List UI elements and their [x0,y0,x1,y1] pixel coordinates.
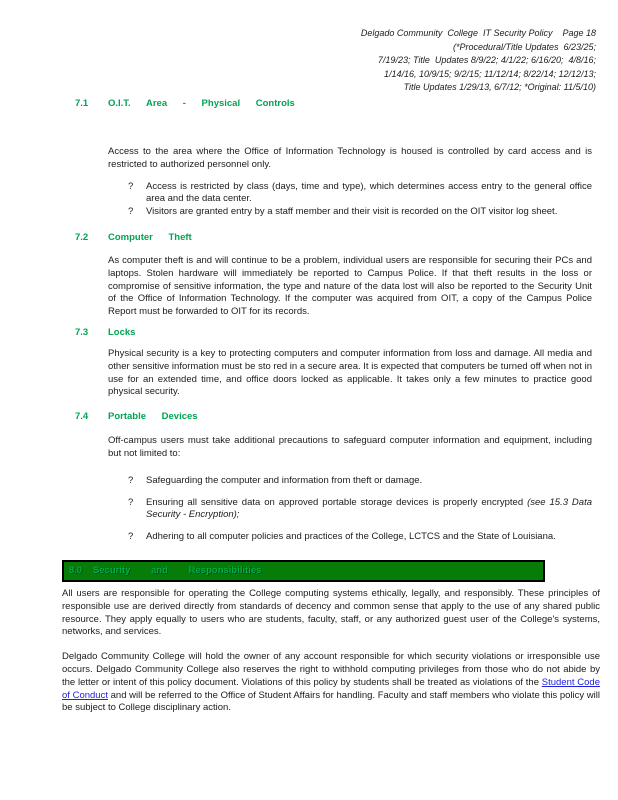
section-number: 7.2 [75,231,89,243]
list-item [128,531,592,544]
section-number: 7.4 [75,411,89,423]
bullet-marker: ? [128,180,134,192]
paragraph-text [62,651,600,715]
bullet-text: Adhering to all computer policies and practices of the College, LCTCS and the State of Louisiana. [146,531,556,543]
document-body [0,97,618,715]
section-8-0-paragraph-1 [62,588,600,639]
bullet-text-plain: Ensuring all sensitive data on approved portable storage devices is properly encrypted [146,496,528,508]
section-7-1-bullets [108,181,592,219]
bullet-text [146,497,592,523]
section-7-1-paragraph [108,146,592,172]
paragraph-text: All users are responsible for operating the College computing systems ethically, legally, and responsibly. These principles of responsible use are derived directly from standards of decency and common sense that apply to the use of any shared public resource. They apply equally to users who are students, faculty, staff, or any authorized guest user of the College's systems, networks, and services. [62,587,600,638]
paragraph-text-pre: Delgado Community College will hold the owner of any account responsible for which security violations or irresponsible use occurs. Delgado Community College also reserves the right to withhold computing privileges from those who do not abide by the letter or intent of this policy document. Violations of this policy by students shall be treated as violations of the [62,651,600,688]
section-title: Security and Responsibilities [93,564,262,576]
bullet-text: Safeguarding the computer and information from theft or damage. [146,474,423,486]
header-revision-line-3: 1/14/16, 10/9/15; 9/2/15; 11/12/14; 8/22/14; 12/12/13; [383,68,596,79]
bullet-text: Access is restricted by class (days, time and type), which determines access entry to the general office area and the data center. [146,180,592,205]
section-7-2-paragraph [108,255,592,319]
paragraph-text: Physical security is a key to protecting computers and computer information from loss and damage. All media and other sensitive information must be sto red in a secure area. It is expected that computers be turned off when not in use for an extended time, and office doors locked as applicable. It takes only a few minutes to practice good physical security. [108,347,592,398]
paragraph-text-post: and will be referred to the Office of Student Affairs for handling. Faculty and staff members who violate this policy will be subject to College disciplinary action. [62,689,600,714]
section-7-4-bullets [108,475,592,544]
section-heading-7-4 [0,410,618,423]
section-heading-7-3 [0,326,618,339]
bullet-marker: ? [128,496,134,508]
header-revision-line-2: 7/19/23; Title Updates 8/9/22; 4/1/22; 6/16/20; 4/8/16; [377,55,596,65]
section-7-4-paragraph [108,435,592,461]
bullet-text-reference: (see 15.3 Data Security - Encryption); [146,496,592,521]
bullet-marker: ? [128,474,134,486]
page-header [166,27,596,95]
section-title: O.I.T. Area - Physical Controls [108,98,295,109]
paragraph-text: As computer theft is and will continue to be a problem, individual users are responsible for securing their PCs and laptops. Stolen hardware will immediately be reported to Campus Police. If that theft results in the loss or compromise of sensitive information, the type and nature of the data lost will also be reported to the Security Unit of the Office of Information Technology. If the computer was acquired from OIT, a copy of the Campus Police Report must be forwarded to OIT for its records. [108,254,592,318]
section-title: Computer Theft [108,231,192,243]
section-heading-8-0-highlighted [62,560,545,582]
section-title: Locks [108,326,136,338]
header-title-line: Delgado Community College IT Security Policy Page 18 [360,28,596,38]
paragraph-text: Access to the area where the Office of Information Technology is housed is controlled by card access and is restricted to authorized personnel only. [108,146,592,170]
section-8-0-paragraph-2 [62,651,600,715]
section-number: 7.3 [75,326,89,338]
header-revision-line-1: (*Procedural/Title Updates 6/23/25; [453,41,596,52]
list-item [128,475,592,488]
bullet-text: Visitors are granted entry by a staff member and their visit is recorded on the OIT visitor log sheet. [146,206,558,218]
list-item [128,497,592,523]
student-code-of-conduct-link[interactable]: Student Code of Conduct [62,676,600,701]
paragraph-text: Off-campus users must take additional precautions to safeguard computer information and equipment, including but not limited to: [108,435,592,459]
section-heading-7-1 [0,97,618,110]
section-7-3-paragraph [108,348,592,399]
header-revision-line-4: Title Updates 1/29/13, 6/7/12; *Original: 11/5/10) [403,82,596,92]
bullet-marker: ? [128,531,134,543]
section-title: Portable Devices [108,411,198,423]
section-heading-7-2 [0,231,618,244]
section-number: 7.1 [75,98,89,109]
bullet-marker: ? [128,206,134,218]
section-number: 8.0 [69,564,83,576]
list-item [128,181,592,207]
list-item [128,206,592,219]
